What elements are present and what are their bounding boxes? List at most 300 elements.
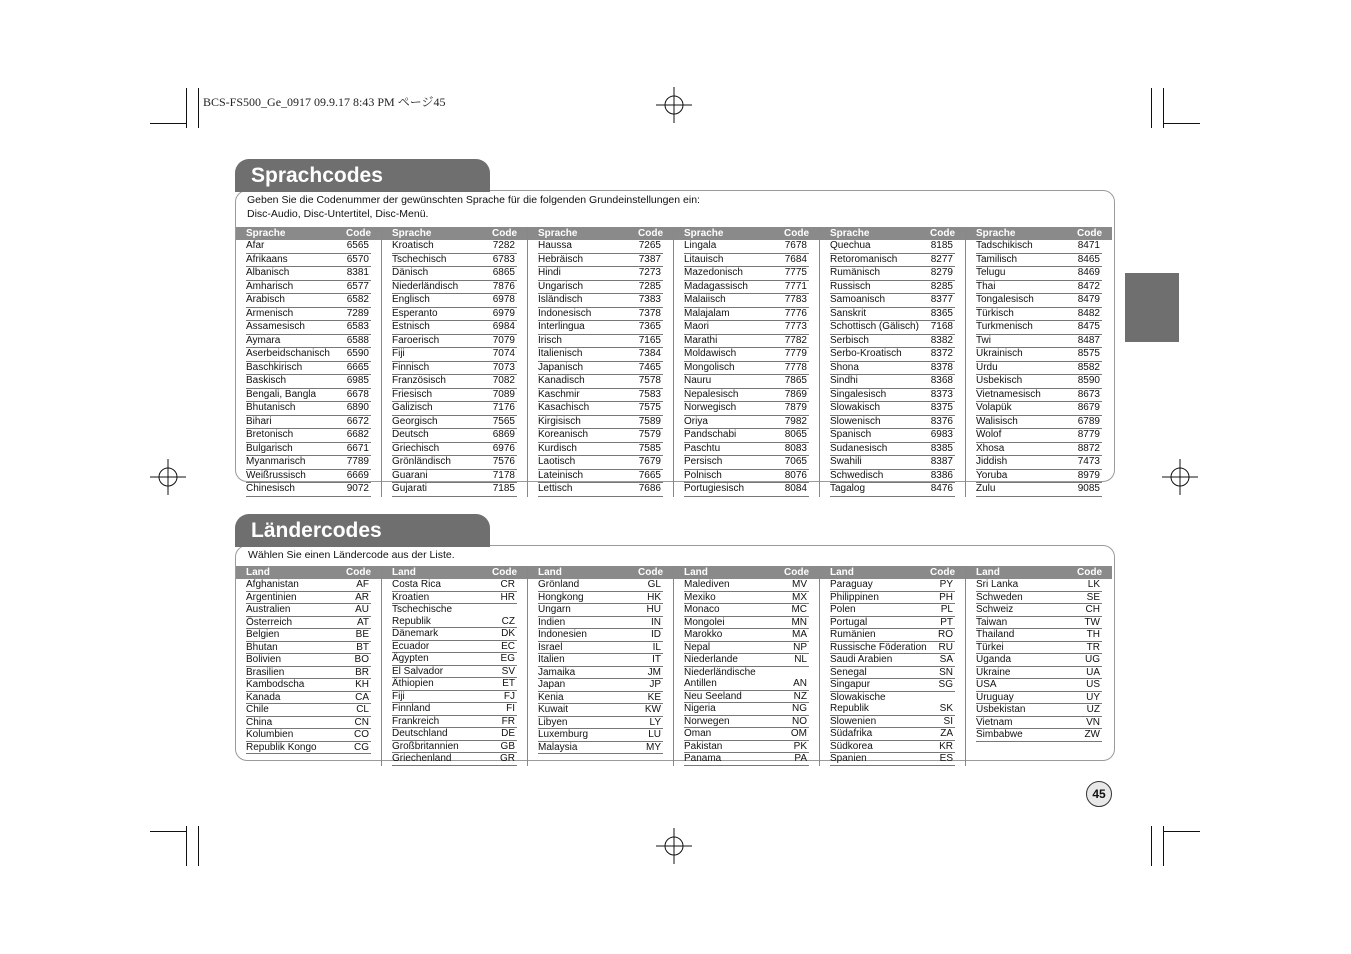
- row-name: Italien: [538, 654, 565, 665]
- language-row: [538, 362, 663, 376]
- row-code: MN: [791, 616, 807, 628]
- row-name: Kurdisch: [538, 442, 577, 454]
- row-name: Simbabwe: [976, 729, 1023, 740]
- table-column: [236, 566, 382, 766]
- row-name: Shona: [830, 361, 859, 373]
- language-row: [392, 375, 517, 389]
- table-column: [528, 566, 674, 766]
- column-header-label: Sprache: [976, 228, 1016, 239]
- row-code: JP: [649, 679, 661, 690]
- row-code: GB: [500, 740, 515, 752]
- country-row: [246, 604, 371, 617]
- row-name: Friesisch: [392, 388, 433, 400]
- row-code: 7576: [492, 456, 515, 467]
- row-code: 8582: [1077, 361, 1100, 373]
- row-code: 7365: [638, 321, 661, 332]
- language-row: [684, 294, 809, 308]
- row-name: Polen: [830, 604, 856, 615]
- row-name: Antillen: [684, 678, 717, 689]
- row-code: KR: [939, 740, 953, 752]
- row-name: Tagalog: [830, 483, 866, 494]
- language-row: [976, 429, 1102, 443]
- row-code: SI: [943, 715, 953, 727]
- row-name: Libyen: [538, 716, 568, 728]
- row-code: 7771: [784, 280, 807, 292]
- registration-mark-left: [150, 459, 186, 495]
- row-name: Lateinisch: [538, 469, 584, 481]
- column-header-code: Code: [638, 567, 663, 578]
- row-code: 8475: [1077, 321, 1100, 332]
- sprachcodes-intro: [247, 193, 700, 221]
- row-code: 7779: [784, 348, 807, 359]
- row-name: Schweden: [976, 591, 1023, 603]
- row-name: Norwegisch: [684, 402, 737, 413]
- row-name: Ukraine: [976, 666, 1011, 678]
- row-name: Walisisch: [976, 415, 1018, 427]
- row-name: Spanien: [830, 753, 867, 764]
- row-code: 8471: [1077, 240, 1100, 251]
- country-row: [976, 717, 1102, 730]
- row-name: Afar: [246, 240, 265, 251]
- row-name: Quechua: [830, 240, 871, 251]
- row-name: Niederländische: [684, 666, 756, 678]
- country-row: [392, 753, 517, 766]
- row-code: TH: [1086, 629, 1100, 640]
- row-name: Dänemark: [392, 628, 439, 639]
- row-name: Rumänien: [830, 629, 876, 640]
- row-code: 7565: [492, 415, 515, 427]
- row-name: Brasilien: [246, 666, 285, 678]
- row-name: Galizisch: [392, 402, 433, 413]
- language-row: [246, 281, 371, 295]
- row-code: NL: [794, 654, 807, 665]
- row-code: RU: [938, 641, 953, 653]
- row-code: BE: [355, 629, 369, 640]
- language-row: [830, 362, 955, 376]
- row-code: MX: [792, 591, 807, 603]
- row-code: AT: [356, 616, 369, 628]
- row-name: Taiwan: [976, 616, 1008, 628]
- country-row: [392, 691, 517, 704]
- country-row: [976, 667, 1102, 680]
- table-column: [674, 566, 820, 766]
- row-name: Portugiesisch: [684, 483, 745, 494]
- row-name: Malajalam: [684, 307, 730, 319]
- column-header: [528, 566, 673, 579]
- column-header-code: Code: [346, 567, 371, 578]
- language-row: [246, 389, 371, 403]
- row-code: 8365: [930, 307, 953, 319]
- language-row: [830, 254, 955, 268]
- language-row: [538, 456, 663, 470]
- row-name: Japanisch: [538, 361, 584, 373]
- row-name: Georgisch: [392, 415, 438, 427]
- row-name: Lettisch: [538, 483, 573, 494]
- row-name: Marathi: [684, 334, 718, 346]
- table-column: [528, 227, 674, 497]
- row-code: 6565: [346, 240, 369, 251]
- country-row: [684, 716, 809, 729]
- row-code: 8279: [930, 267, 953, 278]
- row-name: Saudi Arabien: [830, 654, 893, 665]
- row-name: Niederlande: [684, 654, 738, 665]
- table-column: [236, 227, 382, 497]
- row-name: Kambodscha: [246, 679, 305, 690]
- table-column: [382, 566, 528, 766]
- row-name: Tadschikisch: [976, 240, 1033, 251]
- country-row: [538, 679, 663, 692]
- row-name: Hindi: [538, 267, 561, 278]
- row-name: Vietnamesisch: [976, 388, 1041, 400]
- row-name: Finnland: [392, 703, 431, 714]
- row-code: 7776: [784, 307, 807, 319]
- country-row: [246, 579, 371, 592]
- row-name: Lingala: [684, 240, 717, 251]
- row-code: HK: [647, 591, 661, 603]
- row-name: Weißrussisch: [246, 469, 306, 481]
- column-header: [966, 566, 1112, 579]
- country-row: [392, 716, 517, 729]
- row-name: Indonesisch: [538, 307, 592, 319]
- country-row: [246, 654, 371, 667]
- language-row: [246, 483, 371, 497]
- row-name: Persisch: [684, 456, 723, 467]
- row-code: 7185: [492, 483, 515, 494]
- row-code: FI: [506, 703, 515, 714]
- row-name: Usbekistan: [976, 704, 1026, 715]
- row-name: Afrikaans: [246, 253, 288, 265]
- row-code: 6984: [492, 321, 515, 332]
- column-header-label: Sprache: [538, 228, 578, 239]
- row-name: Griechenland: [392, 753, 452, 764]
- row-name: Österreich: [246, 616, 293, 628]
- row-name: Israel: [538, 641, 563, 653]
- side-tab: [1125, 273, 1179, 342]
- row-name: Pandschabi: [684, 429, 737, 440]
- row-code: NG: [792, 703, 807, 714]
- row-code: 6669: [346, 469, 369, 481]
- country-row: [538, 717, 663, 730]
- country-row: [976, 642, 1102, 655]
- row-name: Indonesien: [538, 629, 587, 640]
- table-column: [966, 227, 1112, 497]
- row-name: Samoanisch: [830, 294, 886, 305]
- row-code: AR: [355, 591, 369, 603]
- row-name: Usbekisch: [976, 375, 1023, 386]
- country-row: [830, 679, 955, 692]
- row-code: 6682: [346, 429, 369, 440]
- row-name: Swahili: [830, 456, 862, 467]
- country-row: [538, 654, 663, 667]
- language-row: [684, 254, 809, 268]
- language-row: [392, 240, 517, 254]
- column-header: [382, 227, 527, 240]
- row-code: 8375: [930, 402, 953, 413]
- row-name: Haussa: [538, 240, 572, 251]
- column-header-code: Code: [1077, 228, 1102, 239]
- language-row: [830, 240, 955, 254]
- row-code: LY: [649, 716, 661, 728]
- country-row: [976, 704, 1102, 717]
- row-name: Wolof: [976, 429, 1002, 440]
- row-code: 8368: [930, 375, 953, 386]
- row-name: Republik Kongo: [246, 741, 317, 753]
- language-row: [830, 375, 955, 389]
- language-row: [246, 308, 371, 322]
- row-name: Moldawisch: [684, 348, 737, 359]
- language-row: [392, 483, 517, 497]
- row-code: 7387: [638, 253, 661, 265]
- language-row: [830, 470, 955, 484]
- row-name: Myanmarisch: [246, 456, 306, 467]
- row-name: Kuwait: [538, 704, 569, 715]
- column-header-label: Land: [538, 567, 562, 578]
- row-name: Guarani: [392, 469, 428, 481]
- country-row: [392, 579, 517, 592]
- row-code: 7665: [638, 469, 661, 481]
- language-row: [684, 389, 809, 403]
- row-code: UZ: [1086, 704, 1100, 715]
- row-code: 8084: [784, 483, 807, 494]
- row-code: 9085: [1077, 483, 1100, 494]
- column-header: [820, 566, 965, 579]
- row-name: Südkorea: [830, 740, 873, 752]
- row-code: 7168: [930, 321, 953, 332]
- row-code: 8575: [1077, 348, 1100, 359]
- print-header: BCS-FS500_Ge_0917 09.9.17 8:43 PM ページ45: [203, 95, 446, 109]
- row-name: Maori: [684, 321, 710, 332]
- row-name: Türkisch: [976, 307, 1014, 319]
- row-code: [953, 692, 955, 704]
- row-code: IL: [652, 641, 661, 653]
- country-row: [392, 678, 517, 691]
- language-row: [684, 443, 809, 457]
- language-row: [538, 470, 663, 484]
- language-row: [684, 335, 809, 349]
- row-code: 6665: [346, 361, 369, 373]
- row-code: 8382: [930, 334, 953, 346]
- language-row: [976, 281, 1102, 295]
- row-name: Slowakische: [830, 691, 886, 703]
- row-name: Australien: [246, 604, 291, 615]
- country-row: [830, 654, 955, 667]
- row-name: Kroatisch: [392, 240, 434, 251]
- language-row: [684, 429, 809, 443]
- row-code: 7378: [638, 307, 661, 319]
- row-code: CN: [354, 716, 369, 728]
- row-name: Singapur: [830, 679, 871, 690]
- row-code: 7473: [1077, 456, 1100, 467]
- row-code: IT: [652, 654, 661, 665]
- country-row: [830, 716, 955, 729]
- country-row: [976, 692, 1102, 705]
- country-row: [830, 753, 955, 766]
- country-row: [246, 704, 371, 717]
- row-name: Russische Föderation: [830, 641, 927, 653]
- row-code: PY: [939, 579, 953, 590]
- column-header-label: Land: [830, 567, 854, 578]
- row-code: 8376: [930, 415, 953, 427]
- row-name: Nigeria: [684, 703, 716, 714]
- language-row: [392, 308, 517, 322]
- row-name: Retoromanisch: [830, 253, 898, 265]
- row-code: SG: [938, 679, 953, 690]
- row-code: 8373: [930, 388, 953, 400]
- row-name: Sanskrit: [830, 307, 867, 319]
- column-header-code: Code: [784, 228, 809, 239]
- row-code: 7178: [492, 469, 515, 481]
- row-code: 6678: [346, 388, 369, 400]
- country-row: [684, 654, 809, 667]
- row-name: Albanisch: [246, 267, 290, 278]
- row-name: Slowenien: [830, 715, 877, 727]
- table-column: [820, 566, 966, 766]
- row-code: KE: [647, 691, 661, 703]
- country-row: [246, 742, 371, 755]
- row-name: Interlingua: [538, 321, 585, 332]
- row-name: Hebräisch: [538, 253, 584, 265]
- row-code: AU: [355, 604, 369, 615]
- row-code: PA: [794, 753, 807, 764]
- row-name: Malaysia: [538, 741, 578, 753]
- column-header-label: Sprache: [246, 228, 286, 239]
- row-code: 7782: [784, 334, 807, 346]
- language-row: [392, 362, 517, 376]
- row-code: 7082: [492, 375, 515, 386]
- row-name: Bhutan: [246, 641, 278, 653]
- language-row: [976, 294, 1102, 308]
- row-code: ZW: [1084, 729, 1100, 740]
- row-code: 8277: [930, 253, 953, 265]
- language-row: [392, 348, 517, 362]
- country-row: [684, 617, 809, 630]
- row-code: 7465: [638, 361, 661, 373]
- sprachcodes-intro-line2: Disc-Audio, Disc-Untertitel, Disc-Menü.: [247, 208, 429, 220]
- row-code: 7289: [346, 307, 369, 319]
- row-name: Faroerisch: [392, 334, 440, 346]
- row-code: 6979: [492, 307, 515, 319]
- country-row: [684, 592, 809, 605]
- row-name: Bhutanisch: [246, 402, 296, 413]
- row-code: RO: [938, 629, 953, 640]
- row-name: Assamesisch: [246, 321, 305, 332]
- row-name: Kenia: [538, 691, 564, 703]
- row-name: Deutsch: [392, 429, 429, 440]
- country-row: [538, 642, 663, 655]
- row-name: Großbritannien: [392, 740, 459, 752]
- row-name: Kanadisch: [538, 375, 585, 386]
- row-name: Niederländisch: [392, 280, 459, 292]
- row-code: CG: [354, 741, 369, 753]
- language-row: [976, 335, 1102, 349]
- country-row: [538, 592, 663, 605]
- column-header-code: Code: [346, 228, 371, 239]
- country-row: [684, 728, 809, 741]
- row-code: 7074: [492, 348, 515, 359]
- row-name: Isländisch: [538, 294, 583, 305]
- row-name: Hongkong: [538, 591, 584, 603]
- row-code: 7869: [784, 388, 807, 400]
- row-code: 8083: [784, 442, 807, 454]
- column-header-label: Land: [392, 567, 416, 578]
- row-code: 8065: [784, 429, 807, 440]
- row-code: 7865: [784, 375, 807, 386]
- row-code: 7876: [492, 280, 515, 292]
- country-row: [538, 742, 663, 755]
- row-code: BT: [356, 641, 369, 653]
- row-code: HU: [646, 604, 661, 615]
- row-code: 8472: [1077, 280, 1100, 292]
- language-row: [246, 416, 371, 430]
- row-name: Schottisch (Gälisch): [830, 321, 919, 332]
- row-name: Paraguay: [830, 579, 873, 590]
- row-name: Mongolei: [684, 616, 725, 628]
- country-row: [684, 629, 809, 642]
- row-code: CR: [500, 579, 515, 590]
- row-name: Kirgisisch: [538, 415, 581, 427]
- country-row: [830, 703, 955, 716]
- row-name: Ungarn: [538, 604, 571, 615]
- country-code-table: [236, 566, 1112, 766]
- language-row: [246, 294, 371, 308]
- row-code: 7773: [784, 321, 807, 332]
- row-code: 8381: [346, 267, 369, 278]
- row-code: AF: [356, 579, 369, 590]
- row-code: IN: [651, 616, 661, 628]
- row-name: Italienisch: [538, 348, 583, 359]
- language-row: [538, 281, 663, 295]
- row-name: Marokko: [684, 629, 723, 640]
- language-row: [246, 348, 371, 362]
- language-row: [684, 483, 809, 497]
- country-row: [830, 604, 955, 617]
- country-row: [392, 641, 517, 654]
- country-row: [246, 729, 371, 742]
- sprachcodes-title: Sprachcodes: [235, 159, 490, 192]
- row-name: Bihari: [246, 415, 272, 427]
- row-code: 8076: [784, 469, 807, 481]
- country-row: [246, 629, 371, 642]
- language-row: [830, 294, 955, 308]
- language-row: [392, 389, 517, 403]
- row-code: 8185: [930, 240, 953, 251]
- column-header: [966, 227, 1112, 240]
- row-name: Tschechisch: [392, 253, 447, 265]
- row-name: China: [246, 716, 273, 728]
- row-name: Twi: [976, 334, 991, 346]
- row-name: Thailand: [976, 629, 1015, 640]
- country-row: [684, 579, 809, 592]
- row-name: Oriya: [684, 415, 708, 427]
- country-row: [246, 679, 371, 692]
- country-row: [538, 692, 663, 705]
- row-name: Volapük: [976, 402, 1012, 413]
- language-row: [830, 335, 955, 349]
- row-name: Aymara: [246, 334, 281, 346]
- language-row: [246, 470, 371, 484]
- column-header-code: Code: [492, 567, 517, 578]
- country-row: [538, 729, 663, 742]
- row-code: 7684: [784, 253, 807, 265]
- row-name: Kaschmir: [538, 388, 580, 400]
- country-row: [538, 617, 663, 630]
- row-name: Senegal: [830, 666, 867, 678]
- country-row: [538, 667, 663, 680]
- row-name: Afghanistan: [246, 579, 299, 590]
- row-name: Gujarati: [392, 483, 428, 494]
- row-code: 7384: [638, 348, 661, 359]
- row-code: TR: [1086, 641, 1100, 653]
